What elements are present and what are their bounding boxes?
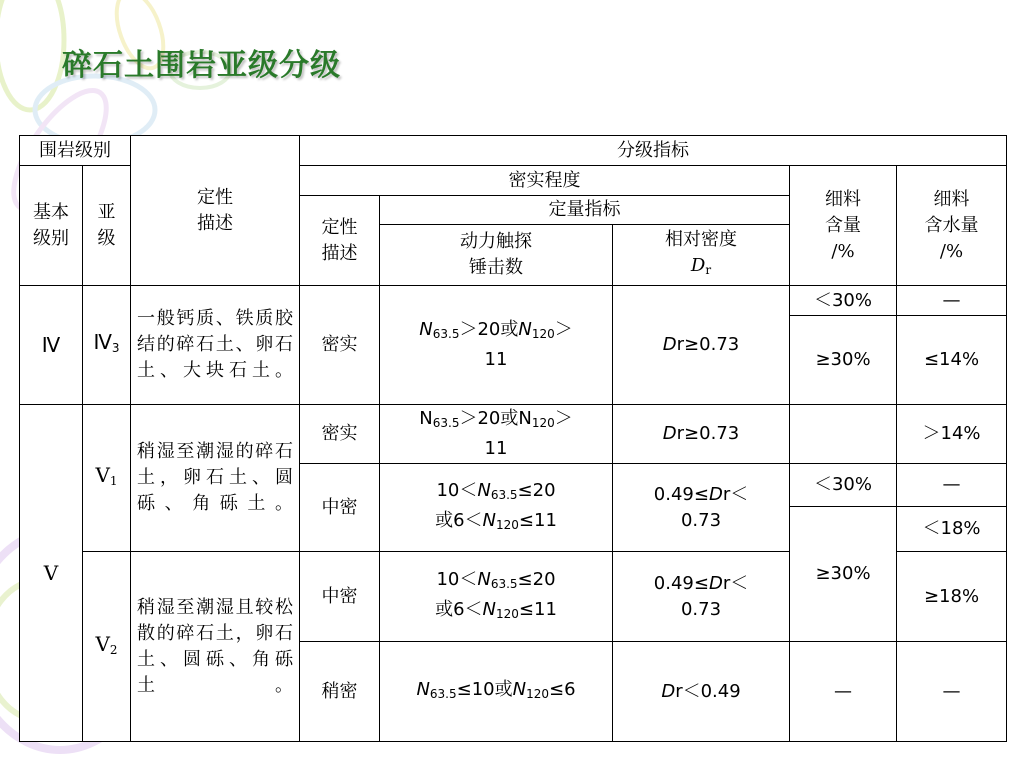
v2a-penetration: $10<N_{63.5}\le 20$ 或$6<N_{120}\le 11$ [380,552,613,642]
v2b-rel-density: Dr＜0.49 [613,642,790,742]
v2b-penetration: $N_{63.5}\le 10$或$N_{120}\le 6$ [380,642,613,742]
v2b-density: 稍密 [300,642,380,742]
v1b-penetration: $10<N_{63.5}\le 20$ 或$6<N_{120}\le 11$ [380,464,613,552]
v2-description: 稍湿至潮湿且较松散的碎石土，卵石土、圆砾、角砾土。 [131,552,300,742]
v2a-water: ≥18% [897,552,1007,642]
header-base-grade: 基本 级别 [20,166,83,286]
header-dens-qual: 定性 描述 [300,196,380,286]
v1a-fine [790,405,897,464]
fine-merged: ≥30% [790,507,897,642]
header-qual-desc: 定性 描述 [131,136,300,286]
sub-grade-v2: $V_2$ [83,552,131,742]
v1-description: 稍湿至潮湿的碎石土，卵石土、圆砾、角砾土。 [131,405,300,552]
sub-grade-iv3: $Ⅳ_3$ [83,286,131,405]
iv3-fine-b: ≥30% [790,316,897,405]
iv3-rel-density: Dr≥0.73 [613,286,790,405]
header-quant: 定量指标 [380,196,790,225]
grade-v: V [20,405,83,742]
header-sub-grade: 亚 级 [83,166,131,286]
header-fine-content: 细料 含量 /% [790,166,897,286]
v1b-water-a: — [897,464,1007,507]
v1b-rel-density: 0.49≤Dr＜ 0.73 [613,464,790,552]
v1b-water-b: ＜18% [897,507,1007,552]
v1a-density: 密实 [300,405,380,464]
v1a-rel-density: Dr≥0.73 [613,405,790,464]
header-grade: 围岩级别 [20,136,131,166]
iv3-water-a: — [897,286,1007,316]
header-fine-water: 细料 含水量 /% [897,166,1007,286]
grade-iv: Ⅳ [20,286,83,405]
iv3-penetration: $N_{63.5}>20$或$N_{120}>$ 11 [380,286,613,405]
v1b-fine-a: ＜30% [790,464,897,507]
header-index: 分级指标 [300,136,1007,166]
v1b-density: 中密 [300,464,380,552]
sub-grade-v1: $V_1$ [83,405,131,552]
header-penetration: 动力触探 锤击数 [380,225,613,286]
header-density: 密实程度 [300,166,790,196]
page-title: 碎石土围岩亚级分级 [62,48,341,83]
iv3-description: 一般钙质、铁质胶结的碎石土、卵石土、大块石土。 [131,286,300,405]
v2b-fine: — [790,642,897,742]
v2a-density: 中密 [300,552,380,642]
iv3-density: 密实 [300,286,380,405]
v1a-water: ＞14% [897,405,1007,464]
iv3-fine-a: ＜30% [790,286,897,316]
grade-table [19,135,1007,742]
iv3-water-b: ≤14% [897,316,1007,405]
v1a-penetration: $N_{63.5}>20$或$N_{120}>$ 11 [380,405,613,464]
header-rel-density: 相对密度 $D_r$ [613,225,790,286]
v2b-water: — [897,642,1007,742]
v2a-rel-density: 0.49≤Dr＜ 0.73 [613,552,790,642]
